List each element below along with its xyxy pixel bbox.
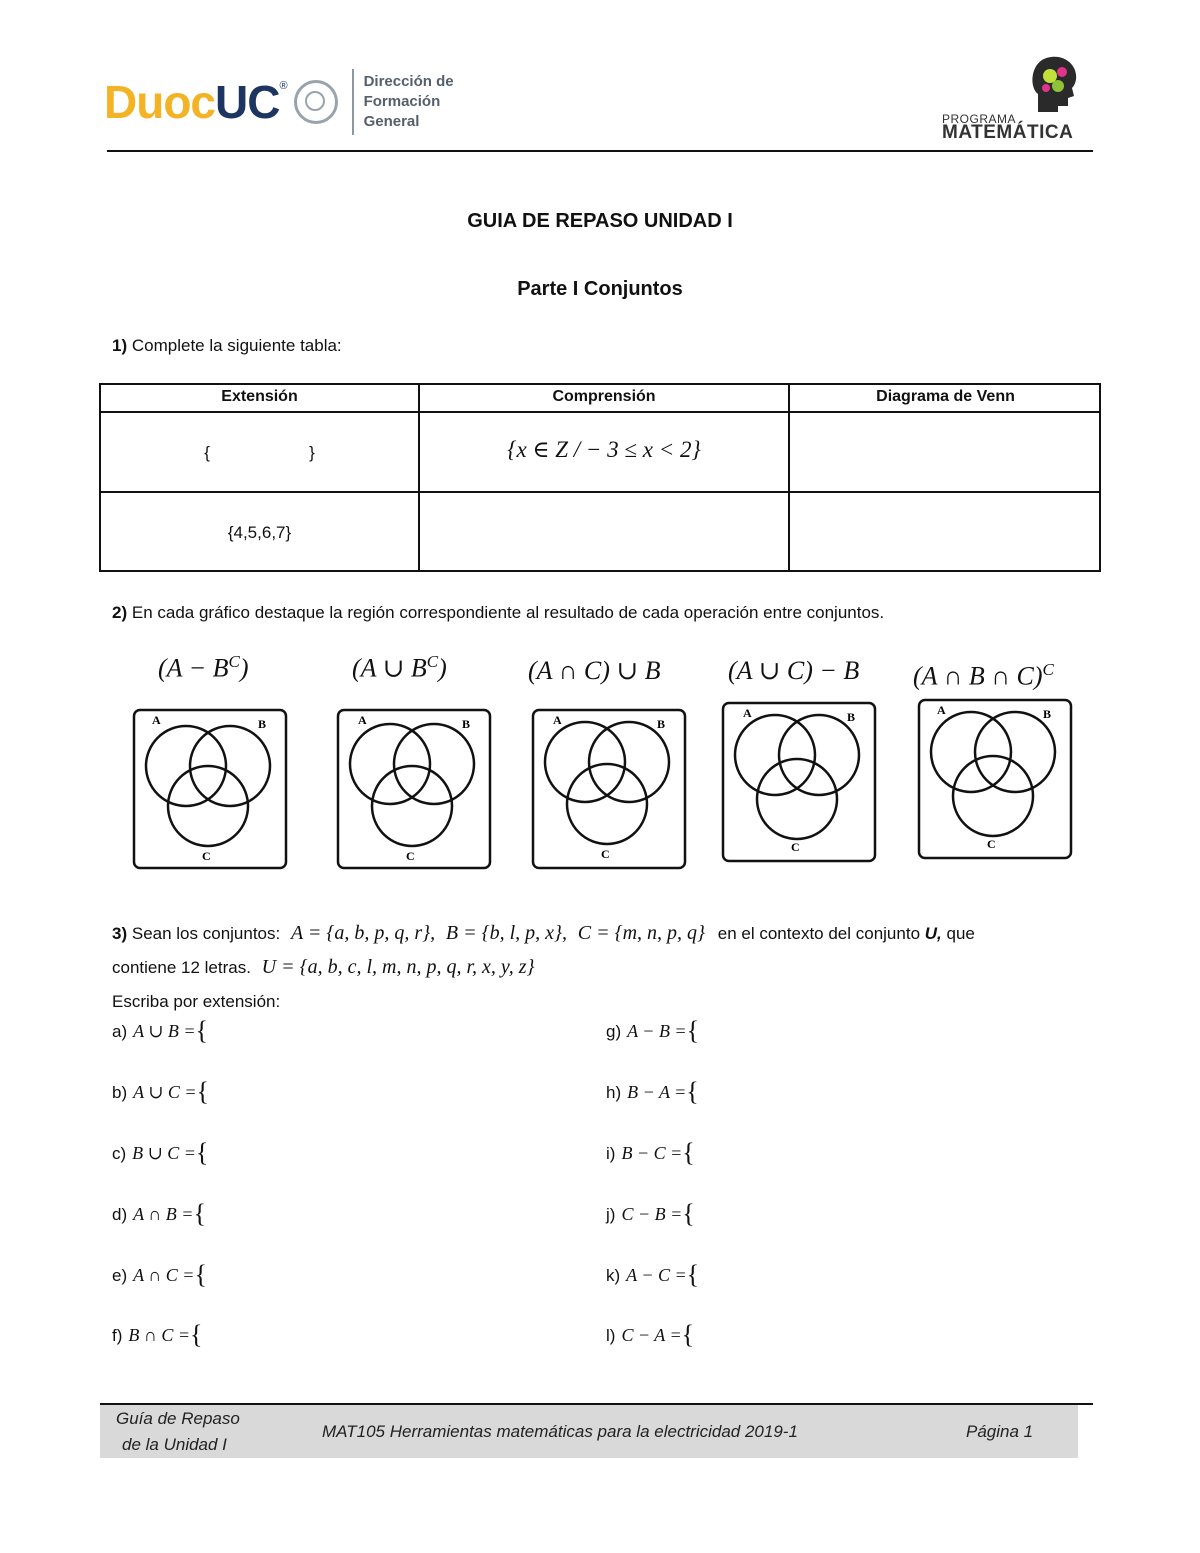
head-gears-icon <box>1028 54 1078 114</box>
set-b-definition: B = {b, l, p, x}, <box>445 922 568 944</box>
table-header-venn: Diagrama de Venn <box>876 388 1015 405</box>
table-cell-comprension[interactable] <box>420 495 788 569</box>
set-label-a: A <box>743 706 752 720</box>
set-label-c: C <box>202 849 211 863</box>
exercise-item[interactable]: c) B ∪ C ={ <box>112 1138 209 1167</box>
footer-course: MAT105 Herramientas matemáticas para la electricidad 2019-1 <box>322 1422 798 1441</box>
duoc-uc-logo <box>104 72 454 132</box>
exercise-item[interactable]: a) A ∪ B ={ <box>112 1016 209 1045</box>
venn-diagram-1[interactable] <box>132 708 288 870</box>
universe-symbol: U, <box>924 924 942 943</box>
question-3-context: en el contexto del conjunto <box>717 924 921 943</box>
venn-operation-label: (A ∪ C) − B <box>728 656 860 685</box>
dept-line-2: Formación <box>363 93 441 110</box>
exercise-item[interactable]: e) A ∩ C ={ <box>112 1260 207 1289</box>
dept-line-1: Dirección de <box>363 73 454 90</box>
question-1 <box>112 336 342 356</box>
section-title: Parte I Conjuntos <box>517 278 683 300</box>
exercise-item[interactable]: l) C − A ={ <box>606 1320 695 1349</box>
set-a-definition: A = {a, b, p, q, r}, <box>290 922 436 944</box>
set-label-a: A <box>152 713 161 727</box>
registered-mark: ® <box>279 80 288 92</box>
venn-diagram-3[interactable] <box>531 708 687 870</box>
logo-duoc-text: Duoc <box>104 76 215 128</box>
set-label-a: A <box>358 713 367 727</box>
set-label-c: C <box>791 840 800 854</box>
venn-operation-label: (A ∩ C) ∪ B <box>528 656 661 685</box>
exercise-item[interactable]: g) A − B ={ <box>606 1016 700 1045</box>
table-row-divider <box>101 491 1099 493</box>
exercise-item[interactable]: b) A ∪ C ={ <box>112 1077 210 1106</box>
header-rule <box>107 150 1093 152</box>
department-name <box>364 72 454 132</box>
question-3-que: que <box>946 924 975 943</box>
logo-divider <box>352 69 354 135</box>
programa-matematica-logo <box>940 54 1090 144</box>
set-label-b: B <box>657 717 666 731</box>
exercise-item[interactable]: f) B ∩ C ={ <box>112 1320 203 1349</box>
question-2 <box>112 603 884 623</box>
table-cell-extension[interactable]: { } <box>204 443 315 462</box>
table-cell-comprension: {x ∈ Z / − 3 ≤ x < 2} <box>507 437 701 462</box>
program-label-small: PROGRAMA <box>942 112 1017 126</box>
question-3-intro: Sean los conjuntos: <box>131 924 281 943</box>
university-seal-icon <box>294 80 338 124</box>
question-3-instruction: Escriba por extensión: <box>112 992 281 1011</box>
venn-operation-label: (A ∩ B ∩ C)$^C$ <box>913 660 1054 691</box>
question-1-number: 1) <box>112 336 128 355</box>
exercise-item[interactable]: i) B − C ={ <box>606 1138 695 1167</box>
table-cell-venn[interactable] <box>790 495 1101 569</box>
sets-table <box>99 383 1101 572</box>
question-2-text: En cada gráfico destaque la región correspondiente al resultado de cada operación entre conjuntos. <box>131 603 885 622</box>
program-label-big: MATEMÁTICA <box>942 122 1074 143</box>
venn-diagram-4[interactable] <box>721 701 877 863</box>
footer-guide-line-2: de la Unidad I <box>122 1435 227 1454</box>
venn-operation-label: $(A - B^C)$ <box>158 652 249 683</box>
set-label-a: A <box>553 713 562 727</box>
exercise-item[interactable]: d) A ∩ B ={ <box>112 1199 206 1228</box>
table-cell-venn[interactable] <box>790 415 1101 489</box>
set-label-c: C <box>987 837 996 851</box>
set-label-b: B <box>1043 707 1052 721</box>
question-3 <box>112 922 975 945</box>
page-title: GUIA DE REPASO UNIDAD I <box>467 210 733 232</box>
set-label-b: B <box>462 717 471 731</box>
table-cell-extension: {4,5,6,7} <box>227 523 292 542</box>
page-footer <box>100 1405 1078 1458</box>
question-3-contains: contiene 12 letras. <box>112 958 251 977</box>
logo-uc-text: UC <box>215 76 280 128</box>
footer-page-number: Página 1 <box>966 1422 1034 1441</box>
set-label-c: C <box>406 849 415 863</box>
venn-diagram-5[interactable] <box>917 698 1073 860</box>
set-label-a: A <box>937 703 946 717</box>
exercise-item[interactable]: j) C − B ={ <box>606 1199 695 1228</box>
question-3-universe <box>112 956 534 979</box>
dept-line-3: General <box>363 113 420 130</box>
exercise-item[interactable]: k) A − C ={ <box>606 1260 700 1289</box>
exercise-item[interactable]: h) B − A ={ <box>606 1077 699 1106</box>
footer-guide-line-1: Guía de Repaso <box>116 1409 240 1428</box>
table-header-comprension: Comprensión <box>552 388 656 405</box>
set-u-definition: U = {a, b, c, l, m, n, p, q, r, x, y, z} <box>261 956 535 978</box>
set-label-b: B <box>258 717 267 731</box>
venn-diagram-2[interactable] <box>336 708 492 870</box>
question-3-number: 3) <box>112 924 128 943</box>
table-header-extension: Extensión <box>221 388 298 405</box>
question-2-number: 2) <box>112 603 128 622</box>
venn-operation-label: (A ∪ $B^C$) <box>352 652 447 683</box>
set-label-c: C <box>601 847 610 861</box>
set-label-b: B <box>847 710 856 724</box>
table-header-divider <box>101 411 1099 413</box>
question-1-text: Complete la siguiente tabla: <box>131 336 342 355</box>
set-c-definition: C = {m, n, p, q} <box>577 922 706 944</box>
